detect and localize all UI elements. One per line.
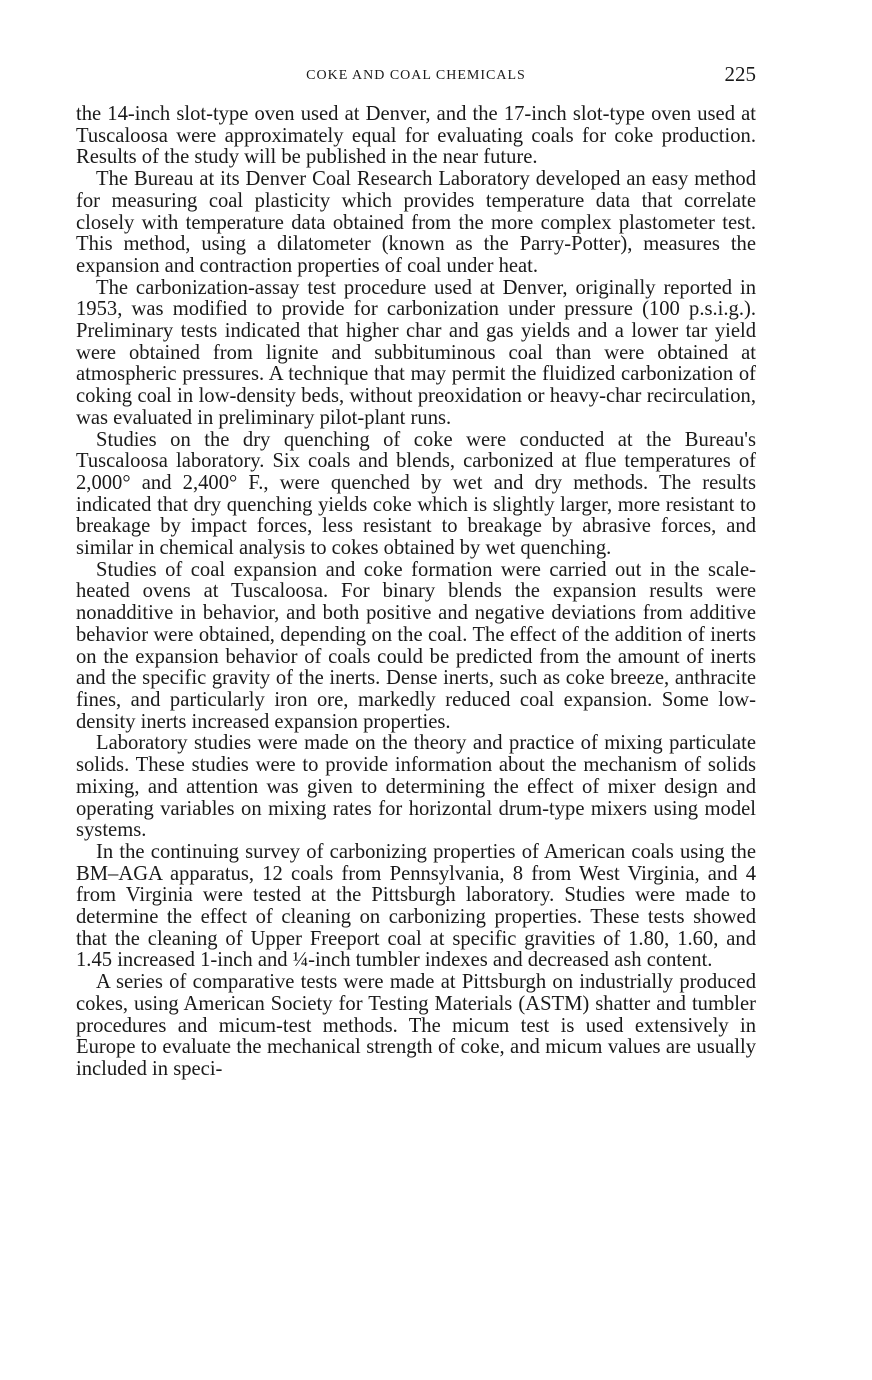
page-number: 225 <box>724 62 756 86</box>
paragraph: A series of comparative tests were made at Pittsburgh on industrially produced cokes, using American Society for Testing Materials (ASTM) shatter and tumbler procedures and micum-test methods. The micum test is used extensively in Europe to evaluate the mechanical strength of coke, and micum values are usually included in speci- <box>76 971 756 1080</box>
paragraph: Studies on the dry quenching of coke were conducted at the Bureau's Tuscaloosa laboratory. Six coals and blends, carbonized at flue temperatures of 2,000° and 2,400° F., were quenched by wet and dry methods. The results indicated that dry quenching yields coke which is slightly larger, more resistant to breakage by impact forces, less resistant to breakage by abrasive forces, and similar in chemical analysis to cokes obtained by wet quenching. <box>76 428 756 560</box>
paragraph: Laboratory studies were made on the theory and practice of mixing particulate solids. These studies were to provide information about the mechanism of solids mixing, and attention was given to determining the effect of mixer design and operating variables on mixing rates for horizontal drum-type mixers using model systems. <box>76 732 756 842</box>
paragraph: The Bureau at its Denver Coal Research Laboratory developed an easy method for measuring coal plasticity which provides temperature data that correlate closely with temperature data obtained from the more complex plastometer test. This method, using a dilatometer (known as the Parry-Potter), measures the expansion and contraction properties of coal under heat. <box>76 168 756 277</box>
body-text <box>76 104 756 1081</box>
paragraph: In the continuing survey of carbonizing properties of American coals using the BM–AGA apparatus, 12 coals from Pennsylvania, 8 from West Virginia, and 4 from Virginia were tested at the Pittsburgh laboratory. Studies were made to determine the effect of cleaning on carbonizing properties. These tests showed that the cleaning of Upper Freeport coal at specific gravities of 1.80, 1.60, and 1.45 increased 1-inch and ¼-inch tumbler indexes and decreased ash content. <box>76 840 756 972</box>
paragraph-continued: the 14-inch slot-type oven used at Denver, and the 17-inch slot-type oven used at Tuscaloosa were approximately equal for evaluating coals for coke production. Results of the study will be published in the near future. <box>76 103 756 169</box>
running-header <box>76 60 756 94</box>
running-title: COKE AND COAL CHEMICALS <box>306 68 526 83</box>
document-page <box>76 60 756 1081</box>
paragraph: The carbonization-assay test procedure used at Denver, originally reported in 1953, was modified to provide for carbonization under pressure (100 p.s.i.g.). Preliminary tests indicated that higher char and gas yields and a lower tar yield were obtained from lignite and subbituminous coal than were obtained at atmospheric pressures. A technique that may permit the fluidized carbonization of coking coal in low-density beds, without preoxidation or heavy-char recirculation, was evaluated in preliminary pilot-plant runs. <box>76 276 756 429</box>
paragraph: Studies of coal expansion and coke formation were carried out in the scale-heated ovens at Tuscaloosa. For binary blends the expansion results were nonadditive in behavior, and both positive and negative deviations from additive behavior were obtained, depending on the coal. The effect of the addition of inerts on the expansion behavior of coals could be predicted from the amount of inerts and the specific gravity of the inerts. Dense inerts, such as coke breeze, anthracite fines, and particularly iron ore, markedly reduced coal expansion. Some low-density inerts increased expansion properties. <box>76 558 756 733</box>
